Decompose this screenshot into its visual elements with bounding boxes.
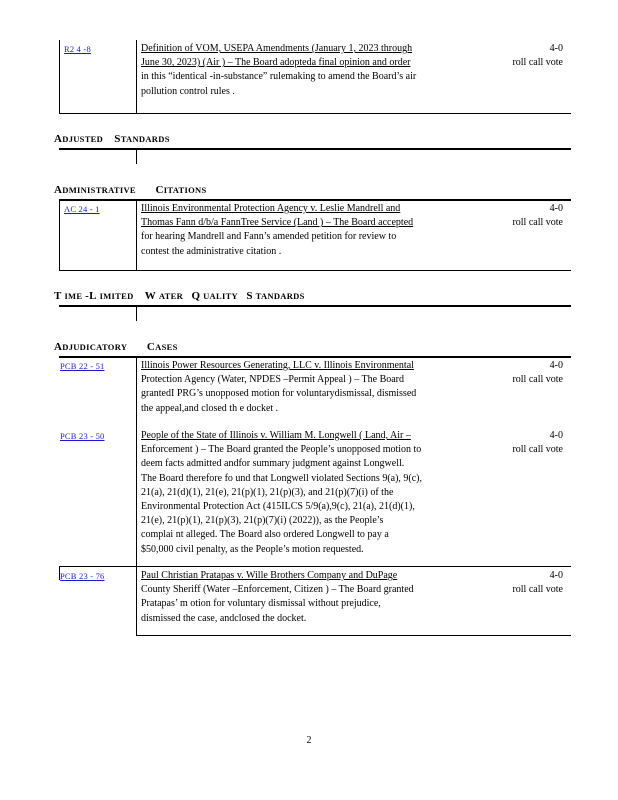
desc-line: Illinois Environmental Protection Agency v. Leslie Mandrell and [141, 203, 401, 214]
row-bottom-border [59, 270, 571, 271]
desc-line: 21(a), 21(d)(1), 21(e), 21(p)(1), 21(p)(3), and 21(p)(7)(i) of the [141, 486, 394, 498]
section-heading-time-limited-wqs: T IME -L IMITED W ATER Q UALITY S TANDARDS [54, 290, 305, 302]
desc-line: County Sheriff (Water –Enforcement, Citizen ) – The Board granted [141, 584, 414, 596]
case-description [141, 569, 471, 626]
row-top-border [59, 566, 571, 567]
case-description [141, 359, 471, 416]
row-left-border [59, 201, 60, 271]
section-divider-stub [136, 150, 137, 164]
vote-type: roll call vote [512, 374, 563, 386]
desc-line: grantedI PRG’s unopposed motion for voluntarydismissal, dismissed [141, 388, 417, 400]
vote-type: roll call vote [512, 584, 563, 596]
section-divider-stub [136, 307, 137, 321]
vote-count: 4-0 [549, 203, 563, 214]
section-heading-administrative-citations: ADMINISTRATIVE CITATIONS [54, 184, 207, 196]
vote-type: roll call vote [512, 444, 563, 456]
vote-count: 4-0 [549, 570, 563, 581]
desc-line: June 30, 2023) (Air ) – The Board adopteda final opinion and order [141, 57, 411, 69]
row-left-border [59, 40, 60, 114]
vote-count: 4-0 [549, 360, 563, 371]
desc-line: Paul Christian Pratapas v. Wille Brothers Company and DuPage [141, 570, 398, 581]
case-description [141, 42, 471, 99]
desc-line: contest the administrative citation . [141, 245, 282, 257]
desc-line: for hearing Mandrell and Fann’s amended petition for review to [141, 231, 397, 243]
desc-line: in this “identical -in-substance” rulemaking to amend the Board’s air [141, 71, 417, 83]
section-heading-adjusted-standards: ADJUSTED STANDARDS [54, 133, 170, 145]
desc-line: The Board therefore fo und that Longwell violated Sections 9(a), 9(c), [141, 472, 423, 484]
row-bottom-border [136, 635, 571, 636]
vote-cell [480, 202, 563, 230]
vote-cell [480, 42, 563, 70]
desc-line: People of the State of Illinois v. William M. Longwell ( Land, Air – [141, 430, 411, 441]
desc-line: Definition of VOM, USEPA Amendments (January 1, 2023 through [141, 43, 413, 54]
desc-line: Pratapas’ m otion for voluntary dismissal without prejudice, [141, 598, 381, 610]
case-description [141, 429, 476, 557]
case-link-r24-8[interactable]: R2 4 -8 [64, 44, 91, 54]
vote-cell [480, 429, 563, 457]
row-divider [136, 358, 137, 636]
case-description [141, 202, 461, 259]
desc-line: Environmental Protection Act (415ILCS 5/9(a),9(c), 21(a), 21(d)(1), [141, 501, 415, 513]
desc-line: dismissed the case, andclosed the docket. [141, 612, 307, 624]
desc-line: Enforcement ) – The Board granted the People’s unopposed motion to [141, 444, 422, 456]
vote-cell [480, 569, 563, 597]
vote-type: roll call vote [512, 217, 563, 229]
vote-cell [480, 359, 563, 387]
case-link-pcb22-51[interactable]: PCB 22 - 51 [60, 361, 105, 371]
section-heading-adjudicatory-cases: ADJUDICATORY CASES [54, 341, 178, 353]
desc-line: Illinois Power Resources Generating, LLC v. Illinois Environmental [141, 360, 414, 371]
vote-count: 4-0 [549, 43, 563, 54]
desc-line: Thomas Fann d/b/a FannTree Service (Land ) – The Board accepted [141, 217, 414, 229]
desc-line: 21(e), 21(p)(1), 21(p)(3), 21(p)(7)(i) (2022)), as the People’s [141, 515, 384, 527]
desc-line: $50,000 civil penalty, as the People’s motion requested. [141, 543, 364, 555]
case-link-pcb23-76[interactable]: PCB 23 - 76 [60, 571, 105, 581]
desc-line: complai nt alleged. The Board also ordered Longwell to pay a [141, 529, 389, 541]
row-divider [136, 40, 137, 114]
desc-line: the appeal,and closed th e docket . [141, 402, 279, 414]
page-number: 2 [306, 735, 312, 746]
vote-type: roll call vote [512, 57, 563, 69]
desc-line: pollution control rules . [141, 85, 235, 97]
case-link-pcb23-50[interactable]: PCB 23 - 50 [60, 431, 105, 441]
row-divider [136, 201, 137, 271]
case-link-ac24-1[interactable]: AC 24 - 1 [64, 204, 100, 214]
desc-line: Protection Agency (Water, NPDES –Permit Appeal ) – The Board [141, 374, 405, 386]
row-bottom-border [59, 113, 571, 114]
vote-count: 4-0 [549, 430, 563, 441]
desc-line: deem facts admitted andfor summary judgment against Longwell. [141, 458, 405, 470]
